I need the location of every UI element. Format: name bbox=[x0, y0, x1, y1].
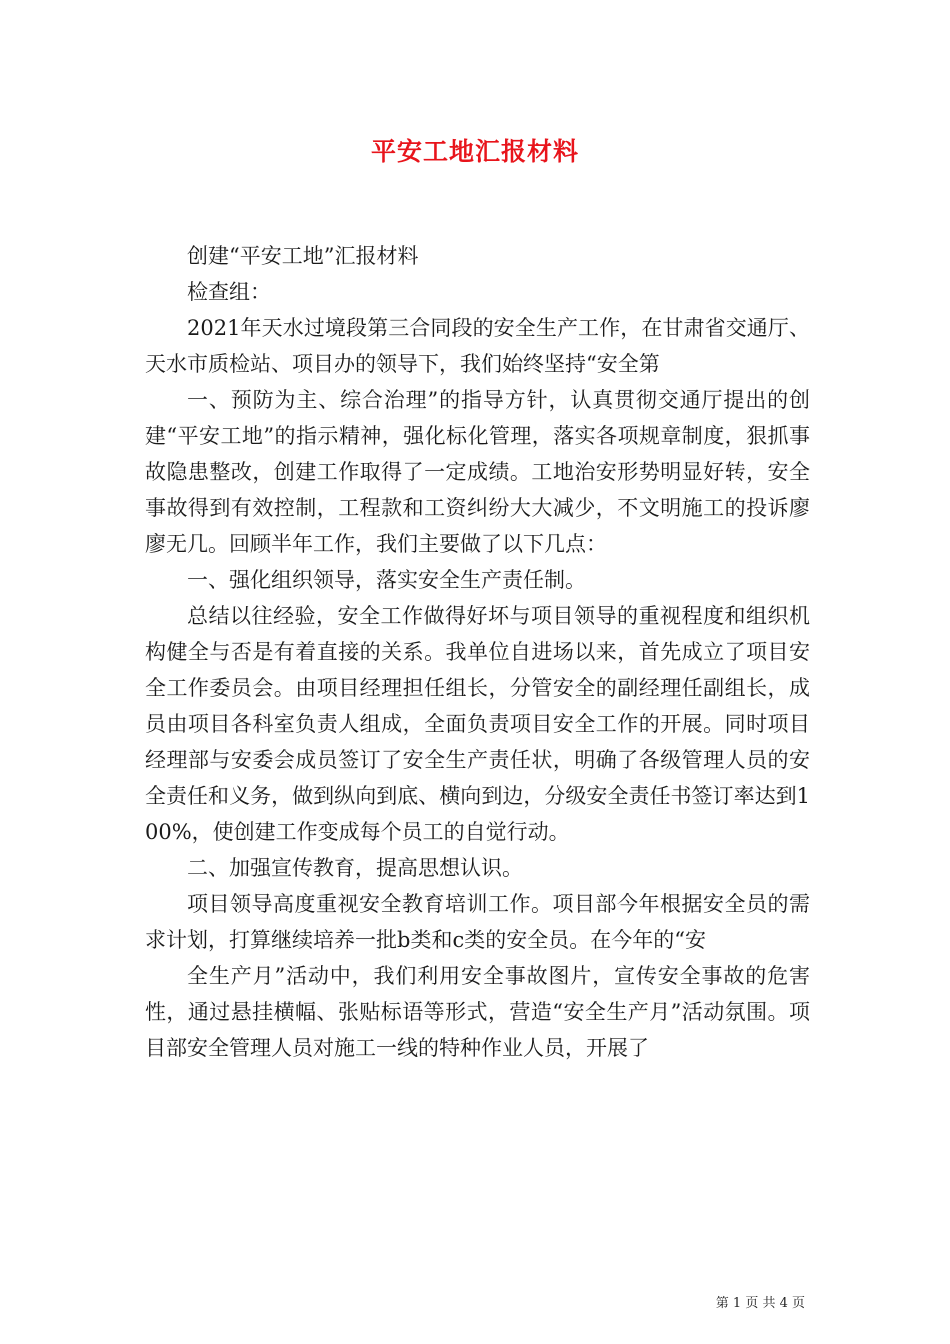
paragraph: 2021年天水过境段第三合同段的安全生产工作，在甘肃省交通厅、天水市质检站、项目办的领导下，我们始终坚持“安全第 bbox=[145, 316, 810, 376]
paragraph: 一、强化组织领导，落实安全生产责任制。 bbox=[187, 568, 586, 592]
paragraph: 项目领导高度重视安全教育培训工作。项目部今年根据安全员的需求计划，打算继续培养一批b类和c类的安全员。在今年的“安 bbox=[145, 892, 810, 952]
document-title: 平安工地汇报材料 bbox=[370, 137, 579, 166]
document-body bbox=[145, 238, 810, 1066]
paragraph: 二、加强宣传教育，提高思想认识。 bbox=[187, 856, 523, 880]
paragraph: 全生产月”活动中，我们利用安全事故图片，宣传安全事故的危害性，通过悬挂横幅、张贴标语等形式，营造“安全生产月”活动氛围。项目部安全管理人员对施工一线的特种作业人员，开展了 bbox=[145, 964, 810, 1060]
paragraph: 一、预防为主、综合治理”的指导方针，认真贯彻交通厅提出的创建“平安工地”的指示精神，强化标化管理，落实各项规章制度，狠抓事故隐患整改，创建工作取得了一定成绩。工地治安形势明显好转，安全事故得到有效控制，工程款和工资纠纷大大减少，不文明施工的投诉廖廖无几。回顾半年工作，我们主要做了以下几点： bbox=[145, 388, 810, 556]
page-number: 第 1 页 共 4 页 bbox=[715, 1296, 805, 1311]
paragraph: 检查组： bbox=[187, 280, 271, 304]
paragraph: 总结以往经验，安全工作做得好坏与项目领导的重视程度和组织机构健全与否是有着直接的关系。我单位自进场以来，首先成立了项目安全工作委员会。由项目经理担任组长，分管安全的副经理任副组长，成员由项目各科室负责人组成，全面负责项目安全工作的开展。同时项目经理部与安委会成员签订了安全生产责任状，明确了各级管理人员的安全责任和义务，做到纵向到底、横向到边，分级安全责任书签订率达到100%，使创建工作变成每个员工的自觉行动。 bbox=[145, 604, 810, 844]
paragraph: 创建“平安工地”汇报材料 bbox=[187, 244, 419, 268]
